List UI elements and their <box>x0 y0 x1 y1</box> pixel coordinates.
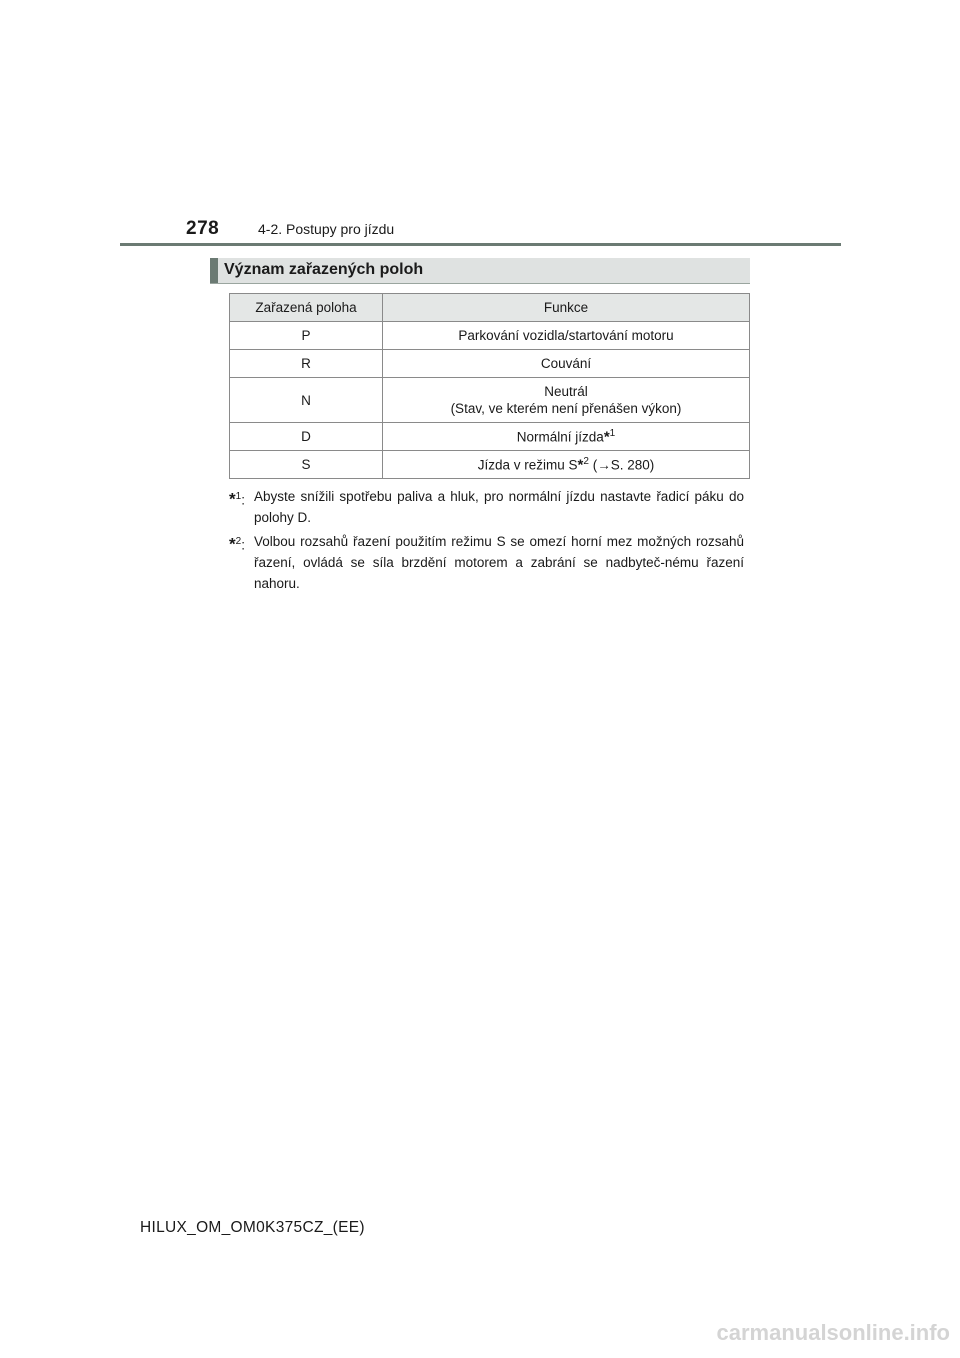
table-row <box>230 378 750 423</box>
heading-accent <box>210 258 218 283</box>
cell-position: N <box>230 378 383 423</box>
footnote-number: 2 <box>583 455 589 467</box>
table-row <box>230 322 750 350</box>
function-line-1: Neutrál <box>544 384 588 399</box>
cell-function <box>383 423 750 451</box>
footer-document-code: HILUX_OM_OM0K375CZ_(EE) <box>140 1219 365 1236</box>
footnote-marker-number: 1 <box>235 491 242 502</box>
shift-position-table <box>229 293 750 479</box>
cell-position: R <box>230 350 383 378</box>
cell-position: S <box>230 451 383 479</box>
cell-position: D <box>230 423 383 451</box>
section-title: 4-2. Postupy pro jízdu <box>258 221 395 237</box>
footnote-marker-number: 2 <box>235 536 242 547</box>
footnote-star-icon: * <box>229 534 236 554</box>
table-row <box>230 350 750 378</box>
footnote-star-icon: * <box>577 456 584 474</box>
footnote-text: Volbou rozsahů řazení použitím režimu S se omezí horní mez možných rozsahů řazení, ovládá se síla brzdění motorem a zabrání se nadbyteč-nému řazení nahoru. <box>254 534 744 591</box>
footnote-text: Abyste snížili spotřebu paliva a hluk, pro normální jízdu nastavte řadicí páku do polohy D. <box>254 489 744 525</box>
footnote-star-icon: * <box>229 489 236 509</box>
page-reference-link[interactable]: (→S. 280) <box>592 457 655 473</box>
table-header-row <box>230 294 750 322</box>
heading-title: Význam zařazených poloh <box>224 261 424 278</box>
cell-function <box>383 451 750 479</box>
column-header-position: Zařazená poloha <box>230 294 383 322</box>
function-text: Normální jízda <box>516 429 604 445</box>
cell-function <box>383 378 750 423</box>
heading-bar <box>210 258 750 284</box>
function-line-2: (Stav, ve kterém není přenášen výkon) <box>450 401 682 416</box>
cell-function: Couvání <box>383 350 750 378</box>
table-row <box>230 423 750 451</box>
footnote-1 <box>229 486 744 528</box>
footnote-marker: *$^2$: <box>229 534 245 554</box>
footnote-2 <box>229 531 744 594</box>
footnote-star-icon: * <box>603 428 610 446</box>
footnote-number: 1 <box>609 427 616 439</box>
column-header-function: Funkce <box>383 294 750 322</box>
header-rule <box>120 243 841 246</box>
function-text: Jízda v režimu S <box>477 457 578 473</box>
page-number: 278 <box>186 218 220 239</box>
footnote-marker: *$^1$: <box>229 489 245 509</box>
watermark: carmanualsonline.info <box>716 1320 950 1345</box>
table-row <box>230 451 750 479</box>
cell-function: Parkování vozidla/startování motoru <box>383 322 750 350</box>
cell-position: P <box>230 322 383 350</box>
